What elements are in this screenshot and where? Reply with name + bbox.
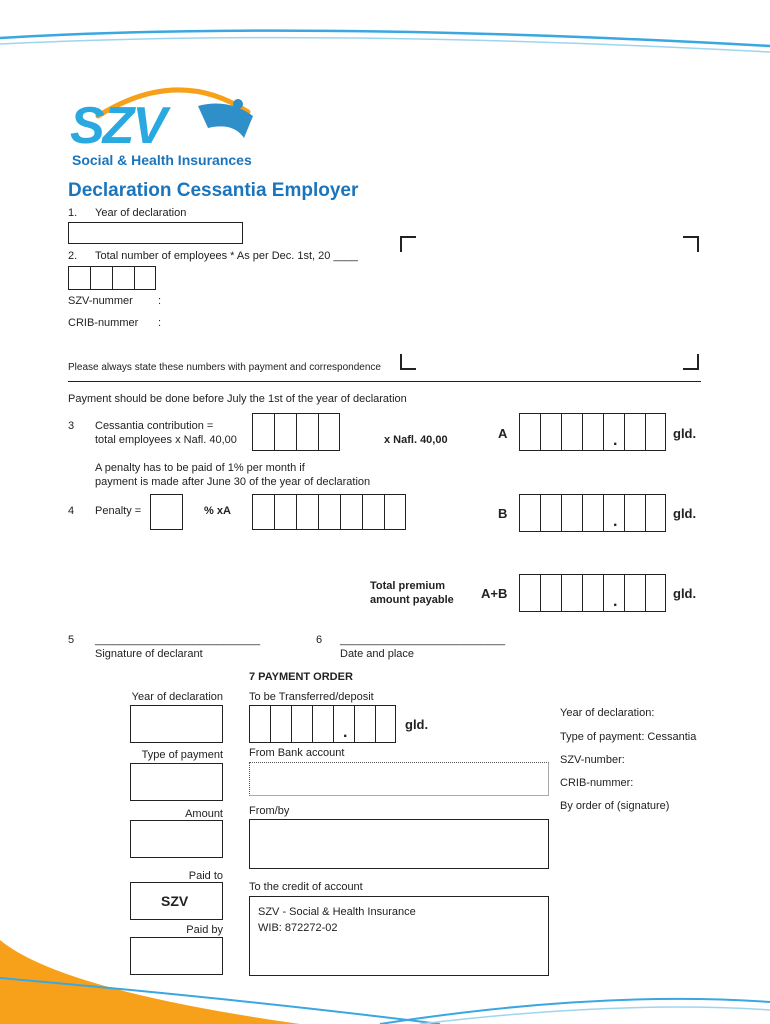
digit-cell[interactable] [362,494,384,530]
digit-cell[interactable] [274,413,296,451]
paid-to-box [130,882,223,920]
paid-by-label: Paid by [186,924,223,936]
right-szv: SZV-number: [560,754,625,766]
s4-label: Penalty = [95,505,142,517]
digit-cell[interactable] [249,705,270,743]
digit-cell[interactable] [312,705,333,743]
right-year: Year of declaration: [560,707,655,719]
total-line2: amount payable [370,594,454,606]
bottom-swoosh [0,930,770,1024]
digit-cell[interactable] [645,413,666,451]
address-corner-tl [400,236,416,252]
digit-cell[interactable] [519,494,540,532]
digit-cell[interactable] [540,494,561,532]
signature-label: Signature of declarant [95,648,203,660]
digit-cell[interactable] [112,266,134,290]
amount-a-input[interactable] [519,413,666,451]
crib-number-colon: : [158,317,162,329]
penalty-amount-input[interactable] [252,494,406,530]
amount-b-input[interactable] [519,494,666,532]
employees-count-input[interactable] [68,266,156,290]
digit-cell[interactable] [375,705,396,743]
order-amount-label: Amount [185,808,223,820]
credit-label: To the credit of account [249,881,363,893]
digit-cell[interactable] [582,494,603,532]
szv-number-label: SZV-nummer [68,295,133,307]
digit-cell[interactable] [561,494,582,532]
s4-letter: B [498,506,508,521]
year-of-declaration-input[interactable] [68,222,243,244]
digit-cell[interactable] [519,413,540,451]
digit-cell[interactable] [296,413,318,451]
digit-cell[interactable] [318,413,340,451]
credit-line2: WIB: 872272-02 [258,922,338,934]
transfer-unit: gld. [405,717,429,732]
date-place-label: Date and place [340,648,414,660]
paid-to-label: Paid to [188,870,223,882]
total-unit: gld. [673,586,697,601]
s3-unit: gld. [673,426,697,441]
right-crib: CRIB-nummer: [560,777,634,789]
total-line1: Total premium [370,580,445,592]
from-bank-input[interactable] [249,762,549,796]
digit-cell[interactable] [384,494,406,530]
decimal-point: . [613,513,618,530]
decimal-point: . [343,724,348,741]
payment-note: Payment should be done before July the 1st of the year of declaration [68,393,407,405]
digit-cell[interactable] [134,266,156,290]
s2-label: Total number of employees * As per Dec. 1st, 20 ____ [95,250,358,262]
s4-number: 4 [68,505,75,517]
s1-number: 1. [68,207,78,219]
address-corner-bl [400,354,416,370]
s3-letter: A [498,426,508,441]
digit-cell[interactable] [252,494,274,530]
s3-line2: total employees x Nafl. 40,00 [95,434,237,446]
top-swoosh [0,0,770,60]
digit-cell[interactable] [68,266,90,290]
order-type-input[interactable] [130,763,223,801]
digit-cell[interactable] [645,494,666,532]
s3-multiplier: x Nafl. 40,00 [384,434,448,446]
digit-cell[interactable] [519,574,540,612]
transfer-label: To be Transferred/deposit [249,691,374,703]
digit-cell[interactable] [270,705,291,743]
payment-order-heading: 7 PAYMENT ORDER [249,671,353,683]
order-type-label: Type of payment [141,749,223,761]
digit-cell[interactable] [540,574,561,612]
s3-number: 3 [68,420,75,432]
digit-cell[interactable] [318,494,340,530]
right-type: Type of payment: Cessantia [560,731,697,743]
order-year-label: Year of declaration [131,691,223,703]
digit-cell[interactable] [340,494,362,530]
s4-pct: % xA [204,505,231,517]
digit-cell[interactable] [645,574,666,612]
from-bank-label: From Bank account [249,747,345,759]
divider [68,381,701,382]
paid-to-value: SZV [161,893,189,909]
s1-label: Year of declaration [95,207,187,219]
digit-cell[interactable] [252,413,274,451]
szv-number-colon: : [158,295,162,307]
from-by-label: From/by [249,805,290,817]
digit-cell[interactable] [582,413,603,451]
address-corner-br [683,354,699,370]
digit-cell[interactable] [296,494,318,530]
total-letter: A+B [481,586,508,601]
digit-cell[interactable] [624,413,645,451]
digit-cell[interactable] [561,574,582,612]
penalty-percent-input[interactable] [150,494,183,530]
digit-cell[interactable] [354,705,375,743]
logo [68,76,268,171]
right-order: By order of (signature) [560,800,670,812]
credit-line1: SZV - Social & Health Insurance [258,906,416,918]
order-amount-input[interactable] [130,820,223,858]
digit-cell[interactable] [291,705,312,743]
transfer-amount-input[interactable] [249,705,396,743]
logo-subtitle: Social & Health Insurances [72,152,252,168]
s2-number: 2. [68,250,78,262]
from-by-input[interactable] [249,819,549,869]
digit-cell[interactable] [274,494,296,530]
digit-cell[interactable] [582,574,603,612]
decimal-point: . [613,432,618,449]
logo-brand: SZV [70,97,166,155]
total-amount-input[interactable] [519,574,666,612]
s4-unit: gld. [673,506,697,521]
digit-cell[interactable] [540,413,561,451]
address-corner-tr [683,236,699,252]
digit-cell[interactable] [624,574,645,612]
date-place-line[interactable]: ___________________________ [340,634,506,646]
s6-number: 6 [316,634,323,646]
s3-line1: Cessantia contribution = [95,420,214,432]
employees-multiplier-input[interactable] [252,413,340,451]
digit-cell[interactable] [624,494,645,532]
page-title: Declaration Cessantia Employer [68,180,359,201]
decimal-point: . [613,593,618,610]
penalty-note-line2: payment is made after June 30 of the year of declaration [95,476,371,488]
digit-cell[interactable] [90,266,112,290]
order-year-input[interactable] [130,705,223,743]
numbers-note: Please always state these numbers with payment and correspondence [68,362,381,373]
signature-line[interactable]: ___________________________ [95,634,261,646]
penalty-note-line1: A penalty has to be paid of 1% per month if [95,462,305,474]
s5-number: 5 [68,634,75,646]
digit-cell[interactable] [561,413,582,451]
crib-number-label: CRIB-nummer [68,317,139,329]
